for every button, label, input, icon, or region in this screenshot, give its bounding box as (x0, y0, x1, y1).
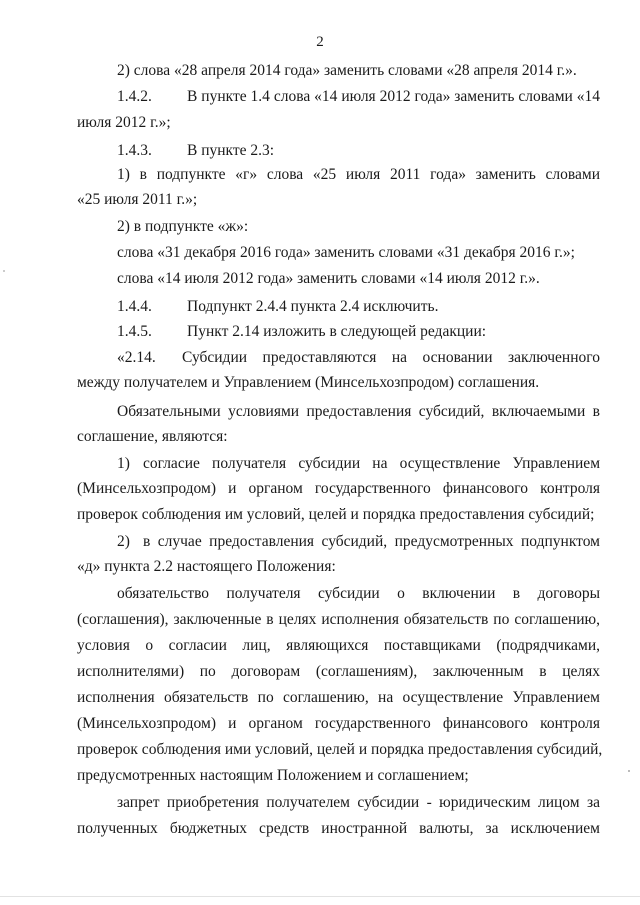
text-line: полученных бюджетных средств иностранной валюты, за исключением (77, 820, 600, 837)
page-number: 2 (316, 34, 324, 50)
text-line: исполнения обязательств по соглашению, на осуществление Управлением (77, 689, 600, 706)
text-line: запрет приобретения получателем субсидии - юридическим лицом за (117, 794, 600, 811)
text-line: 2) слова «28 апреля 2014 года» заменить словами «28 апреля 2014 г.». (117, 62, 577, 79)
text-line: (Минсельхозпродом) и органом государственного финансового контроля (77, 480, 600, 497)
text-line: (соглашения), заключенные в целях исполнения обязательств по соглашению, (77, 611, 600, 628)
text-line (117, 323, 600, 341)
text-line: Обязательными условиями предоставления субсидий, включаемыми в (117, 403, 600, 420)
text-line: слова «14 июля 2012 года» заменить словами «14 июля 2012 г.». (117, 270, 540, 287)
text-line: 2) в подпункте «ж»: (117, 218, 249, 235)
text-line: исполнителями) по договорам (соглашениям), заключенным в целях (77, 663, 600, 680)
clause-number: «2.14. (117, 349, 156, 366)
text-line: июля 2012 г.»; (77, 114, 171, 131)
text-line: обязательство получателя субсидии о включении в договоры (117, 585, 600, 602)
clause-text: В пункте 2.3: (187, 142, 275, 159)
text-line (117, 349, 600, 367)
clause-number: 1.4.5. (117, 323, 152, 340)
text-line (117, 298, 600, 316)
text-line: между получателем и Управлением (Минсельхозпродом) соглашения. (77, 374, 540, 391)
text-line: проверок соблюдения им условий, целей и порядка предоставления субсидий; (77, 506, 595, 523)
item-text: согласие получателя субсидии на осуществление Управлением (143, 455, 600, 472)
item-number: 1) (117, 455, 130, 472)
clause-number: 1.4.2. (117, 88, 152, 105)
scan-speck (3, 270, 5, 272)
clause-text: Пункт 2.14 изложить в следующей редакции: (187, 323, 487, 340)
clause-text: В пункте 1.4 слова «14 июля 2012 года» заменить словами «14 (187, 88, 600, 105)
text-line: соглашение, являются: (77, 428, 228, 445)
scan-edge (0, 896, 640, 897)
text-line: предусмотренных настоящим Положением и соглашением; (77, 767, 469, 784)
clause-number: 1.4.3. (117, 142, 152, 159)
text-line: «д» пункта 2.2 настоящего Положения: (77, 558, 336, 575)
text-line: слова «31 декабря 2016 года» заменить словами «31 декабря 2016 г.»; (117, 244, 575, 261)
scan-speck (628, 770, 630, 772)
text-line (117, 142, 600, 160)
text-line: условия о согласии лиц, являющихся поставщиками (подрядчиками, (77, 637, 600, 654)
text-line (117, 533, 600, 551)
item-number: 2) (117, 533, 130, 550)
text-line: 1) в подпункте «г» слова «25 июля 2011 года» заменить словами (117, 166, 600, 183)
clause-text: Субсидии предоставляются на основании заключенного (182, 349, 600, 366)
text-line: (Минсельхозпродом) и органом государственного финансового контроля (77, 715, 600, 732)
clause-text: Подпункт 2.4.4 пункта 2.4 исключить. (187, 298, 439, 315)
text-line (117, 455, 600, 473)
item-text: в случае предоставления субсидий, предусмотренных подпунктом (143, 533, 600, 550)
text-line: «25 июля 2011 г.»; (77, 191, 198, 208)
text-line: проверок соблюдения ими условий, целей и порядка предоставления субсидий, (77, 741, 603, 758)
text-line (117, 88, 600, 106)
clause-number: 1.4.4. (117, 298, 152, 315)
